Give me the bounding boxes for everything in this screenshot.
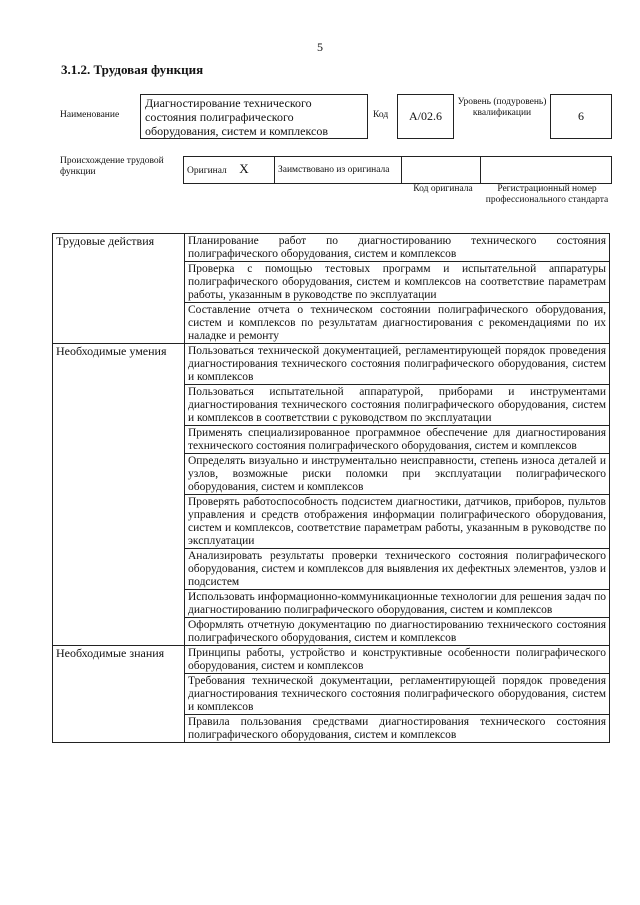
origin-table xyxy=(183,156,612,184)
table-row xyxy=(53,344,610,385)
origin-code-cell xyxy=(402,157,481,184)
item-cell: Принципы работы, устройство и конструктивные особенности полиграфического оборудования, систем и комплексов xyxy=(185,646,610,674)
borrowed-label: Заимствовано из оригинала xyxy=(275,157,402,184)
item-cell: Проверять работоспособность подсистем диагностики, датчиков, приборов, пультов управления и средств отображения информации полиграфического оборудования, систем и комплексов, соответствие параметрам работы, указанным в руководстве по эксплуатации xyxy=(185,495,610,549)
table-row xyxy=(53,646,610,674)
item-cell: Определять визуально и инструментально неисправности, степень износа деталей и узлов, возможные риски поломки при эксплуатации полиграфического оборудования, систем и комплексов xyxy=(185,454,610,495)
function-details-table xyxy=(52,233,610,743)
origin-label: Происхождение трудовой функции xyxy=(60,156,164,177)
category-cell: Необходимые знания xyxy=(53,646,185,743)
category-cell: Трудовые действия xyxy=(53,234,185,344)
original-mark: X xyxy=(239,161,249,176)
section-title: 3.1.2. Трудовая функция xyxy=(61,62,204,77)
item-cell: Оформлять отчетную документацию по диагностированию технического состояния полиграфического оборудования, систем и комплексов xyxy=(185,618,610,646)
function-name-box: Диагностирование технического состояния полиграфического оборудования, систем и комплексов xyxy=(140,94,368,139)
name-label: Наименование xyxy=(60,110,120,120)
item-cell: Пользоваться испытательной аппаратурой, приборами и инструментами диагностирования технического состояния полиграфического оборудования, систем и комплексов в соответствии с руководством по эксплуатации xyxy=(185,385,610,426)
reg-number-caption: Регистрационный номер профессионального стандарта xyxy=(485,184,609,205)
code-label: Код xyxy=(373,110,389,120)
item-cell: Проверка с помощью тестовых программ и испытательной аппаратуры полиграфического оборудования, систем и комплексов на соответствие параметрам работы, указанным в руководстве по эксплуатации xyxy=(185,262,610,303)
level-value-box: 6 xyxy=(550,94,612,139)
item-cell: Требования технической документации, регламентирующей порядок проведения диагностирования технического состояния полиграфического оборудования, систем и комплексов xyxy=(185,674,610,715)
origin-original-cell xyxy=(184,157,275,184)
item-cell: Пользоваться технической документацией, регламентирующей порядок проведения диагностирования технического состояния полиграфического оборудования, систем и комплексов xyxy=(185,344,610,385)
item-cell: Использовать информационно-коммуникационные технологии для решения задач по диагностированию полиграфического оборудования, систем и комплексов xyxy=(185,590,610,618)
item-cell: Правила пользования средствами диагностирования технического состояния полиграфического оборудования, систем и комплексов xyxy=(185,715,610,743)
table-row xyxy=(53,234,610,262)
item-cell: Планирование работ по диагностированию технического состояния полиграфического оборудования, систем и комплексов xyxy=(185,234,610,262)
code-value-box: А/02.6 xyxy=(397,94,454,139)
original-label: Оригинал xyxy=(187,166,227,176)
category-cell: Необходимые умения xyxy=(53,344,185,646)
item-cell: Анализировать результаты проверки технического состояния полиграфического оборудования, систем и комплексов для выявления их дефектных элементов, узлов и подсистем xyxy=(185,549,610,590)
origin-reg-cell xyxy=(481,157,612,184)
level-label: Уровень (подуровень) квалификации xyxy=(457,97,547,118)
item-cell: Составление отчета о техническом состоянии полиграфического оборудования, систем и комплексов по результатам диагностирования с рекомендациями по их наладке и ремонту xyxy=(185,303,610,344)
page-number: 5 xyxy=(317,40,323,54)
code-original-caption: Код оригинала xyxy=(413,184,473,194)
item-cell: Применять специализированное программное обеспечение для диагностирования технического состояния полиграфического оборудования, систем и комплексов xyxy=(185,426,610,454)
